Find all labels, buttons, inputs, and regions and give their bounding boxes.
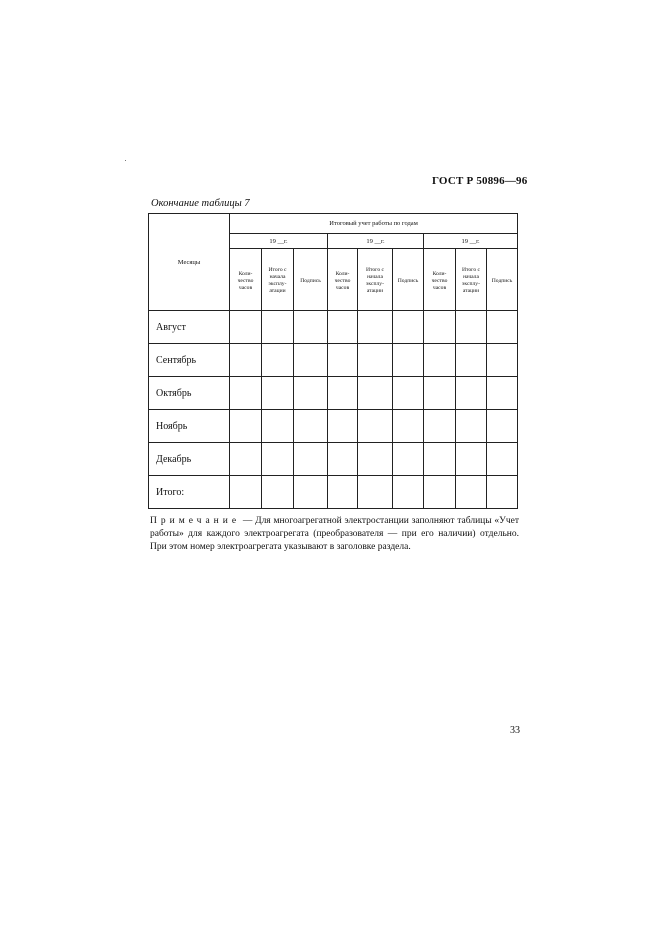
- blank-cell: [294, 311, 328, 344]
- blank-cell: [456, 311, 487, 344]
- blank-cell: [328, 410, 358, 443]
- sub-header: Подпись: [393, 249, 424, 311]
- group-header: Итоговый учет работы по годам: [230, 214, 518, 234]
- blank-cell: [328, 443, 358, 476]
- blank-cell: [487, 377, 518, 410]
- blank-cell: [294, 344, 328, 377]
- blank-cell: [328, 344, 358, 377]
- work-record-table: [148, 213, 518, 509]
- table-row: [149, 410, 518, 443]
- blank-cell: [424, 410, 456, 443]
- month-label: Сентябрь: [149, 344, 230, 377]
- table-caption: Окончание таблицы 7: [151, 198, 250, 209]
- blank-cell: [487, 344, 518, 377]
- blank-cell: [487, 476, 518, 509]
- blank-cell: [294, 476, 328, 509]
- blank-cell: [230, 476, 262, 509]
- sub-header: Подпись: [487, 249, 518, 311]
- page-number: 33: [510, 725, 520, 736]
- table-row: [149, 443, 518, 476]
- blank-cell: [358, 476, 393, 509]
- blank-cell: [328, 377, 358, 410]
- sub-header: Коли- чество часов: [230, 249, 262, 311]
- month-label: Август: [149, 311, 230, 344]
- sub-header: Итого с начала эксплу- атации: [358, 249, 393, 311]
- months-header: Месяцы: [149, 214, 230, 311]
- blank-cell: [262, 311, 294, 344]
- blank-cell: [230, 410, 262, 443]
- blank-cell: [393, 410, 424, 443]
- blank-cell: [393, 311, 424, 344]
- sub-header: Итого с начала эксплу- атации: [262, 249, 294, 311]
- blank-cell: [456, 344, 487, 377]
- note-title: Примечание: [150, 516, 241, 526]
- blank-cell: [393, 344, 424, 377]
- table-row: [149, 377, 518, 410]
- sub-header: Итого с начала эксплу- атации: [456, 249, 487, 311]
- blank-cell: [262, 377, 294, 410]
- table-row: [149, 311, 518, 344]
- blank-cell: [424, 476, 456, 509]
- blank-cell: [230, 311, 262, 344]
- blank-cell: [230, 443, 262, 476]
- blank-cell: [456, 443, 487, 476]
- table-row: [149, 476, 518, 509]
- blank-cell: [456, 377, 487, 410]
- blank-cell: [262, 410, 294, 443]
- blank-cell: [456, 410, 487, 443]
- blank-cell: [393, 443, 424, 476]
- table-row: [149, 344, 518, 377]
- document-code: ГОСТ Р 50896—96: [432, 175, 528, 187]
- month-label: Итого:: [149, 476, 230, 509]
- note-text: — Для многоагрегатной электростанции заполняют таблицы «Учет работы» для каждого электроагрегата (преобразователя — при его наличии) отдельно. При этом номер электроагрегата указывают в заголовке раздела.: [150, 516, 519, 553]
- month-label: Ноябрь: [149, 410, 230, 443]
- blank-cell: [424, 311, 456, 344]
- blank-cell: [262, 344, 294, 377]
- blank-cell: [358, 311, 393, 344]
- blank-cell: [424, 377, 456, 410]
- year-header: 19 __г.: [230, 234, 328, 249]
- scan-speck: [125, 160, 126, 161]
- note-paragraph: [150, 515, 519, 555]
- blank-cell: [393, 476, 424, 509]
- sub-header: Подпись: [294, 249, 328, 311]
- blank-cell: [456, 476, 487, 509]
- blank-cell: [294, 443, 328, 476]
- blank-cell: [358, 344, 393, 377]
- blank-cell: [230, 344, 262, 377]
- month-label: Декабрь: [149, 443, 230, 476]
- blank-cell: [424, 443, 456, 476]
- month-label: Октябрь: [149, 377, 230, 410]
- year-header: 19 __г.: [328, 234, 424, 249]
- sub-header: Коли- чество часов: [424, 249, 456, 311]
- blank-cell: [358, 377, 393, 410]
- blank-cell: [393, 377, 424, 410]
- blank-cell: [230, 377, 262, 410]
- blank-cell: [487, 311, 518, 344]
- blank-cell: [294, 377, 328, 410]
- year-header: 19 __г.: [424, 234, 518, 249]
- blank-cell: [487, 410, 518, 443]
- blank-cell: [424, 344, 456, 377]
- blank-cell: [262, 443, 294, 476]
- blank-cell: [262, 476, 294, 509]
- blank-cell: [487, 443, 518, 476]
- blank-cell: [328, 476, 358, 509]
- blank-cell: [328, 311, 358, 344]
- blank-cell: [358, 410, 393, 443]
- sub-header: Коли- чество часов: [328, 249, 358, 311]
- blank-cell: [294, 410, 328, 443]
- blank-cell: [358, 443, 393, 476]
